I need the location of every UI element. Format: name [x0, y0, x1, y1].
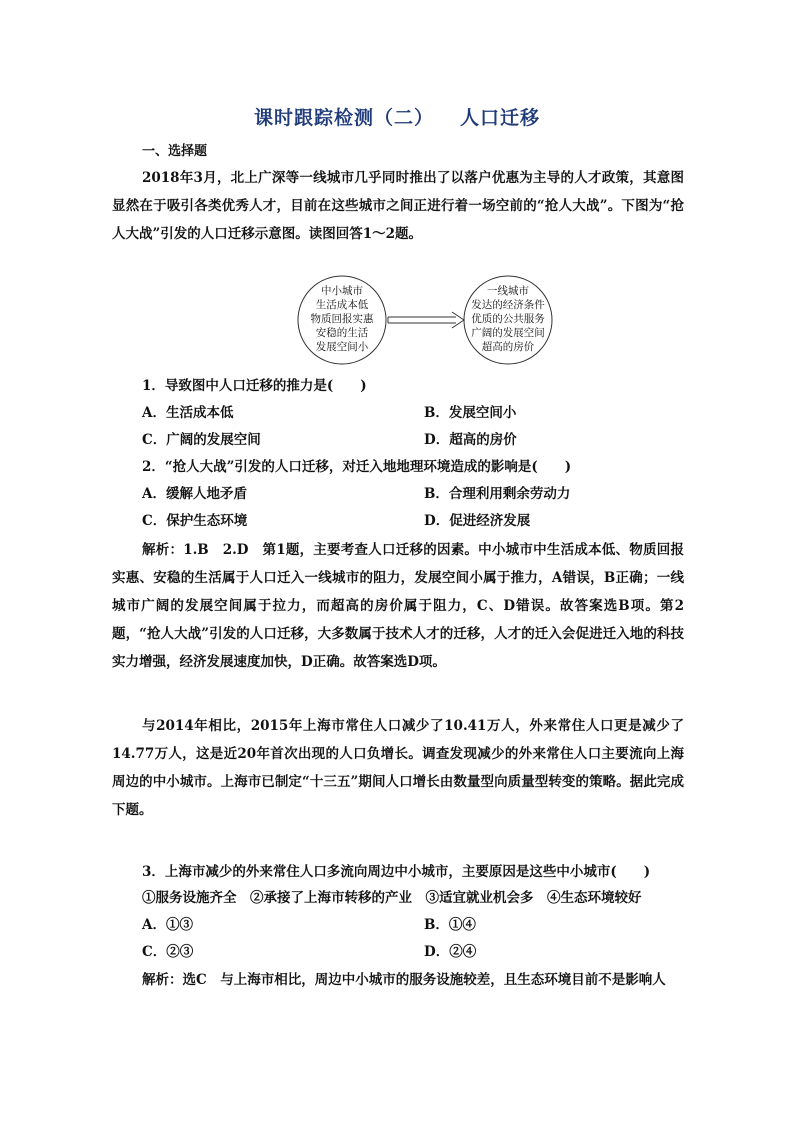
title-topic: 人口迁移 — [460, 107, 541, 129]
q2-option-a: A．缓解人地矛盾 — [142, 486, 247, 502]
q1-option-a: A．生活成本低 — [142, 405, 234, 421]
left-circle-text — [300, 284, 384, 354]
right-circle-line: 优质的公共服务 — [471, 313, 545, 325]
q1-option-c: C．广阔的发展空间 — [142, 432, 261, 448]
left-circle-line: 发展空间小 — [315, 341, 369, 353]
left-circle-line: 中小城市 — [321, 285, 363, 297]
analysis-1-2: 解析：1.B 2.D 第1题，主要考查人口迁移的因素。中小城市中生活成本低、物质回报实惠、安稳的生活属于人口迁入一线城市的阻力，发展空间小属于推力，A错误，B正确；一线城市广阔的发展空间属于拉力，而超高的房价属于阻力，C、D错误。故答案选B项。第2题，“抢人大战”引发的人口迁移，大多数属于技术人才的迁移，人才的迁入会促进迁入地的科技实力增强，经济发展速度加快，D正确。故答案选D项。 — [112, 542, 684, 670]
right-circle-line: 超高的房价 — [481, 341, 535, 353]
q2-option-d: D．促进经济发展 — [424, 513, 531, 529]
q3-statements: ①服务设施齐全 ②承接了上海市转移的产业 ③适宜就业机会多 ④生态环境较好 — [142, 890, 642, 906]
q1-option-b: B．发展空间小 — [424, 405, 517, 421]
question-2-stem: 2．“抢人大战”引发的人口迁移，对迁入地地理环境造成的影响是( ) — [142, 459, 572, 475]
right-circle-line: 一线城市 — [487, 285, 529, 297]
right-circle-text — [464, 284, 552, 354]
left-circle-line: 物质回报实惠 — [310, 313, 374, 325]
q2-option-c: C．保护生态环境 — [142, 513, 248, 529]
q3-option-b: B．①④ — [424, 917, 476, 933]
q1-option-d: D．超高的房价 — [424, 432, 517, 448]
q3-option-a: A．①③ — [142, 917, 193, 933]
left-circle-line: 生活成本低 — [315, 299, 369, 311]
intro-paragraph-2: 与2014年相比，2015年上海市常住人口减少了10.41万人，外来常住人口更是减少了14.77万人，这是近20年首次出现的人口负增长。调查发现减少的外来常住人口主要流向上海周边的中小城市。上海市已制定“十三五”期间人口增长由数量型向质量型转变的策略。据此完成下题。 — [112, 718, 684, 818]
q2-option-b: B．合理利用剩余劳动力 — [424, 486, 571, 502]
analysis-3: 解析：选C 与上海市相比，周边中小城市的服务设施较差，且生态环境目前不是影响人 — [142, 972, 666, 988]
intro-paragraph-1: 2018年3月，北上广深等一线城市几乎同时推出了以落户优惠为主导的人才政策，其意图显然在于吸引各类优秀人才，目前在这些城市之间正进行着一场空前的“抢人大战”。下图为“抢人大战”引发的人口迁移示意图。读图回答1～2题。 — [112, 170, 684, 242]
page-title — [0, 103, 794, 130]
right-circle-line: 广阔的发展空间 — [471, 327, 545, 339]
q3-option-c: C．②③ — [142, 944, 194, 960]
section-heading: 一、选择题 — [142, 144, 208, 159]
left-circle-line: 安稳的生活 — [315, 327, 369, 339]
question-3-stem: 3．上海市减少的外来常住人口多流向周边中小城市，主要原因是这些中小城市( ) — [142, 864, 651, 880]
migration-arrow-icon — [388, 312, 464, 328]
question-1-stem: 1．导致图中人口迁移的推力是( ) — [142, 378, 367, 394]
right-circle-line: 发达的经济条件 — [471, 299, 545, 311]
title-main: 课时跟踪检测（二） — [253, 107, 434, 129]
q3-option-d: D．②④ — [424, 944, 477, 960]
